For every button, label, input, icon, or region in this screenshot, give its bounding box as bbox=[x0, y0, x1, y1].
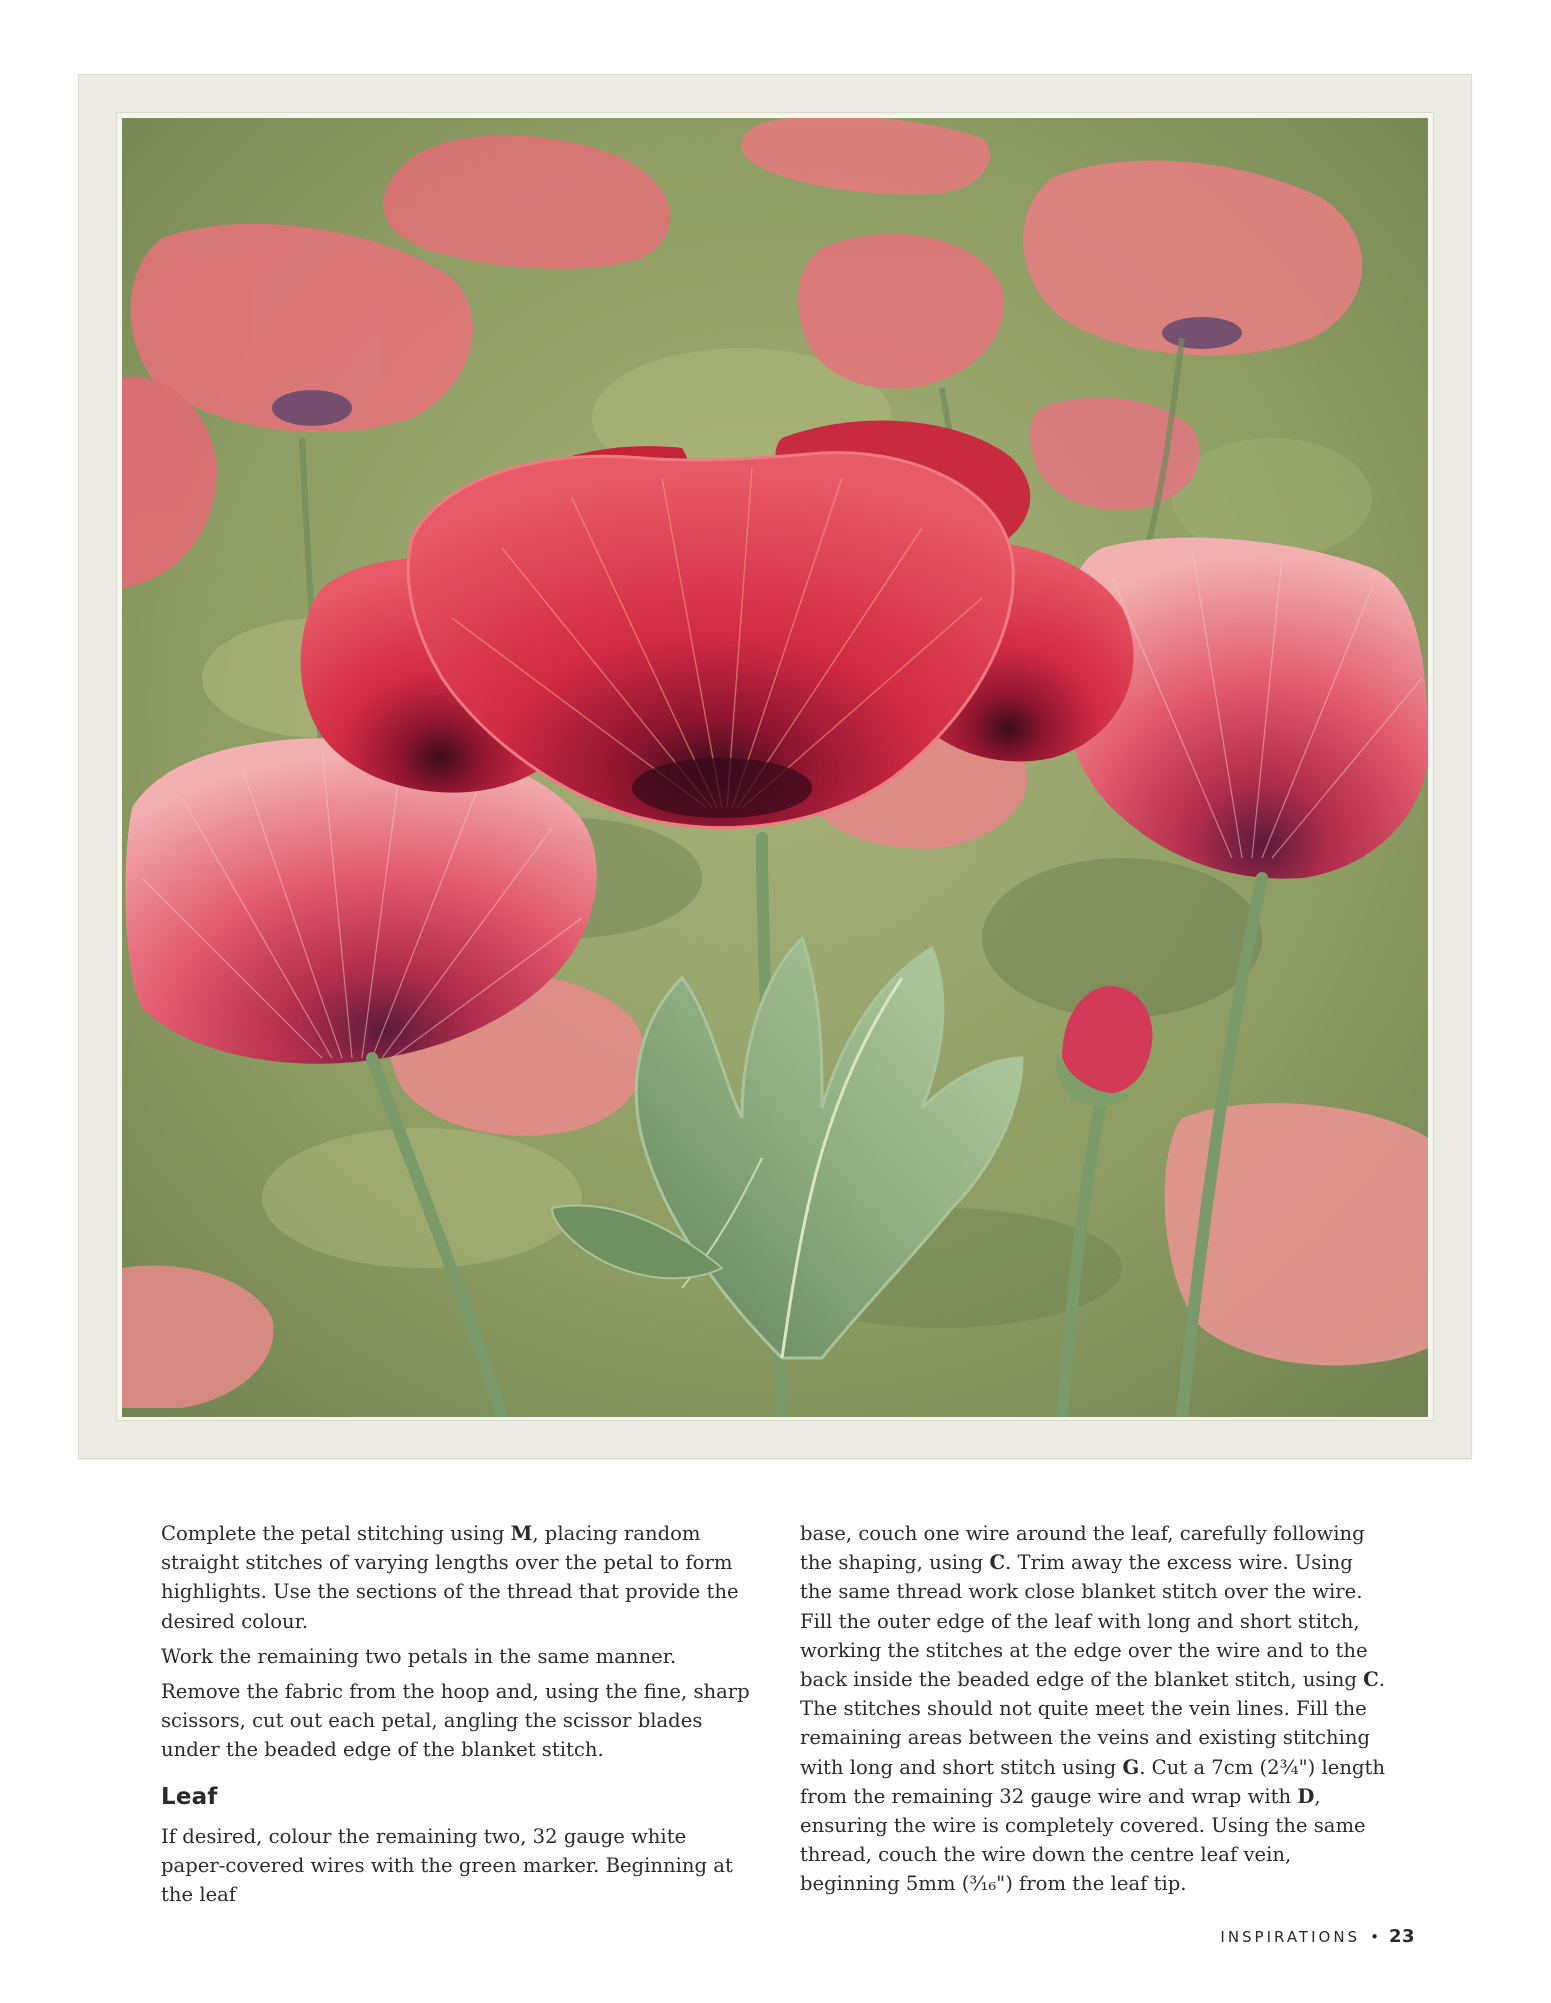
text-run: . Trim away the excess wire. Using the same thread work close blanket stitch over the wire. Fill the outer edge of the leaf with long and short stitch, working the stitches at the edge over the wire and to the back inside the beaded edge of the blanket stitch, using bbox=[800, 1551, 1368, 1692]
text-run: base, couch one wire around the leaf, carefully following the shaping, using bbox=[800, 1522, 1365, 1575]
page-footer bbox=[1220, 1926, 1415, 1947]
poppy-embroidery-image bbox=[122, 118, 1428, 1417]
section-heading-leaf: Leaf bbox=[161, 1783, 218, 1810]
left-paragraph-3: Remove the fabric from the hoop and, using the fine, sharp scissors, cut out each petal, angling the scissor blades under the beaded edge of the blanket stitch. bbox=[161, 1680, 750, 1762]
left-paragraph-2: Work the remaining two petals in the same manner. bbox=[161, 1644, 677, 1668]
footer-separator: • bbox=[1370, 1927, 1379, 1946]
thread-key-letter: C bbox=[1363, 1668, 1379, 1692]
thread-key-letter: M bbox=[510, 1522, 533, 1545]
poppy-artwork-svg bbox=[122, 118, 1428, 1417]
thread-key-letter: G bbox=[1122, 1755, 1140, 1779]
text-run: . The stitches should not quite meet the vein lines. Fill the remaining areas between the veins and existing stitching with long and short stitch using bbox=[800, 1668, 1385, 1779]
text-run: , placing random straight stitches of varying lengths over the petal to form highlights. Use the sections of the thread that provide the desired colour. bbox=[161, 1522, 739, 1633]
left-paragraph-4: If desired, colour the remaining two, 32 gauge white paper-covered wires with the green marker. Beginning at the leaf bbox=[161, 1824, 733, 1907]
thread-key-letter: D bbox=[1297, 1784, 1315, 1808]
text-run: Complete the petal stitching using bbox=[161, 1522, 511, 1545]
left-text-column bbox=[161, 1519, 751, 1915]
right-paragraph-1 bbox=[800, 1519, 1390, 1899]
text-run: . Cut a 7cm (2¾") length from the remaining 32 gauge wire and wrap with bbox=[800, 1755, 1386, 1808]
left-paragraph-1 bbox=[161, 1519, 751, 1636]
text-run: , ensuring the wire is completely covered. Using the same thread, couch the wire down the centre leaf vein, beginning 5mm (³⁄₁₆") from the leaf tip. bbox=[800, 1784, 1366, 1896]
footer-section-name: INSPIRATIONS bbox=[1220, 1927, 1361, 1946]
right-text-column bbox=[800, 1519, 1390, 1899]
page-number: 23 bbox=[1388, 1926, 1415, 1947]
thread-key-letter: C bbox=[989, 1551, 1006, 1575]
